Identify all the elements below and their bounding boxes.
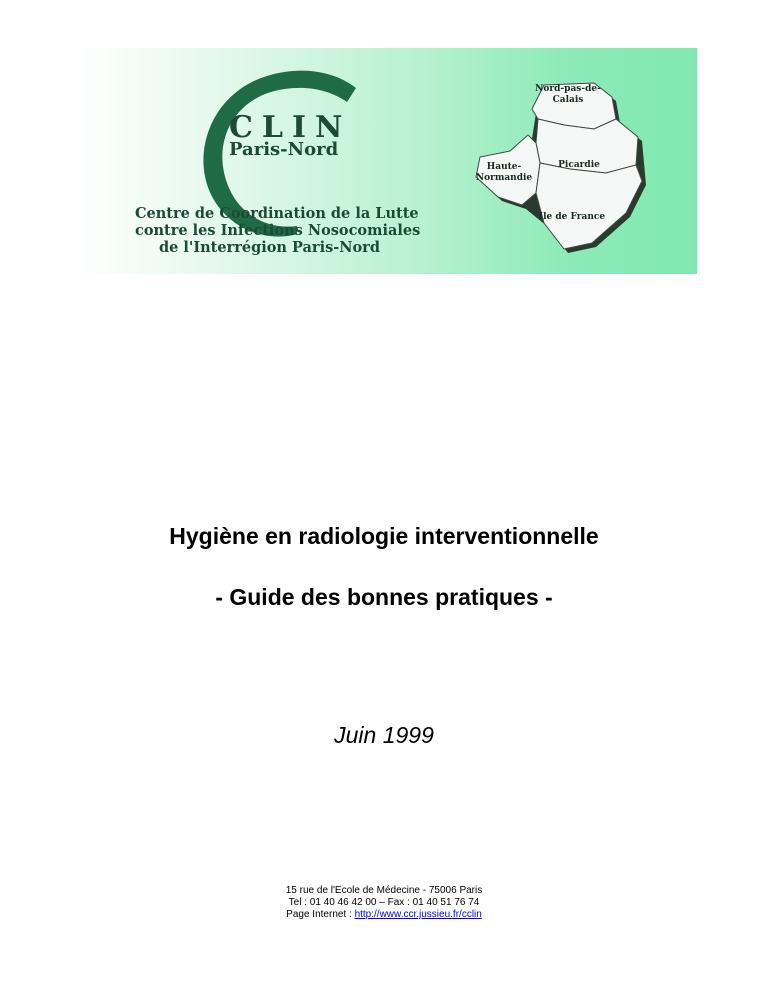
region-label-ile-de-france: Ile de France — [538, 212, 606, 222]
document-title: Hygiène en radiologie interventionnelle — [169, 523, 599, 549]
footer-web-label: Page Internet : — [286, 909, 355, 920]
header-banner — [71, 48, 697, 274]
footer-address: 15 rue de l'Ecole de Médecine - 75006 Paris — [285, 885, 483, 896]
org-name-line-1: Centre de Coordination de la Lutte — [135, 205, 419, 222]
region-label-nord: Nord-pas-de-Calais — [535, 84, 601, 105]
region-label-picardie: Picardie — [558, 160, 600, 170]
clin-letters: CLIN — [229, 110, 352, 145]
footer-phone-fax: Tel : 01 40 46 42 00 – Fax : 01 40 51 76 74 — [288, 897, 480, 908]
org-name-line-3: de l'Interrégion Paris-Nord — [159, 239, 380, 256]
region-ile-de-france — [536, 163, 642, 249]
footer-web-link[interactable]: http://www.ccr.jussieu.fr/cclin — [354, 909, 482, 920]
org-name-line-2: contre les Infections Nosocomiales — [135, 222, 421, 239]
region-label-haute-normandie: Haute-Normandie — [475, 162, 533, 183]
publication-date: Juin 1999 — [334, 722, 434, 748]
document-subtitle: - Guide des bonnes pratiques - — [215, 584, 553, 610]
footer-web — [0, 909, 768, 921]
clin-subtitle: Paris-Nord — [229, 139, 339, 160]
